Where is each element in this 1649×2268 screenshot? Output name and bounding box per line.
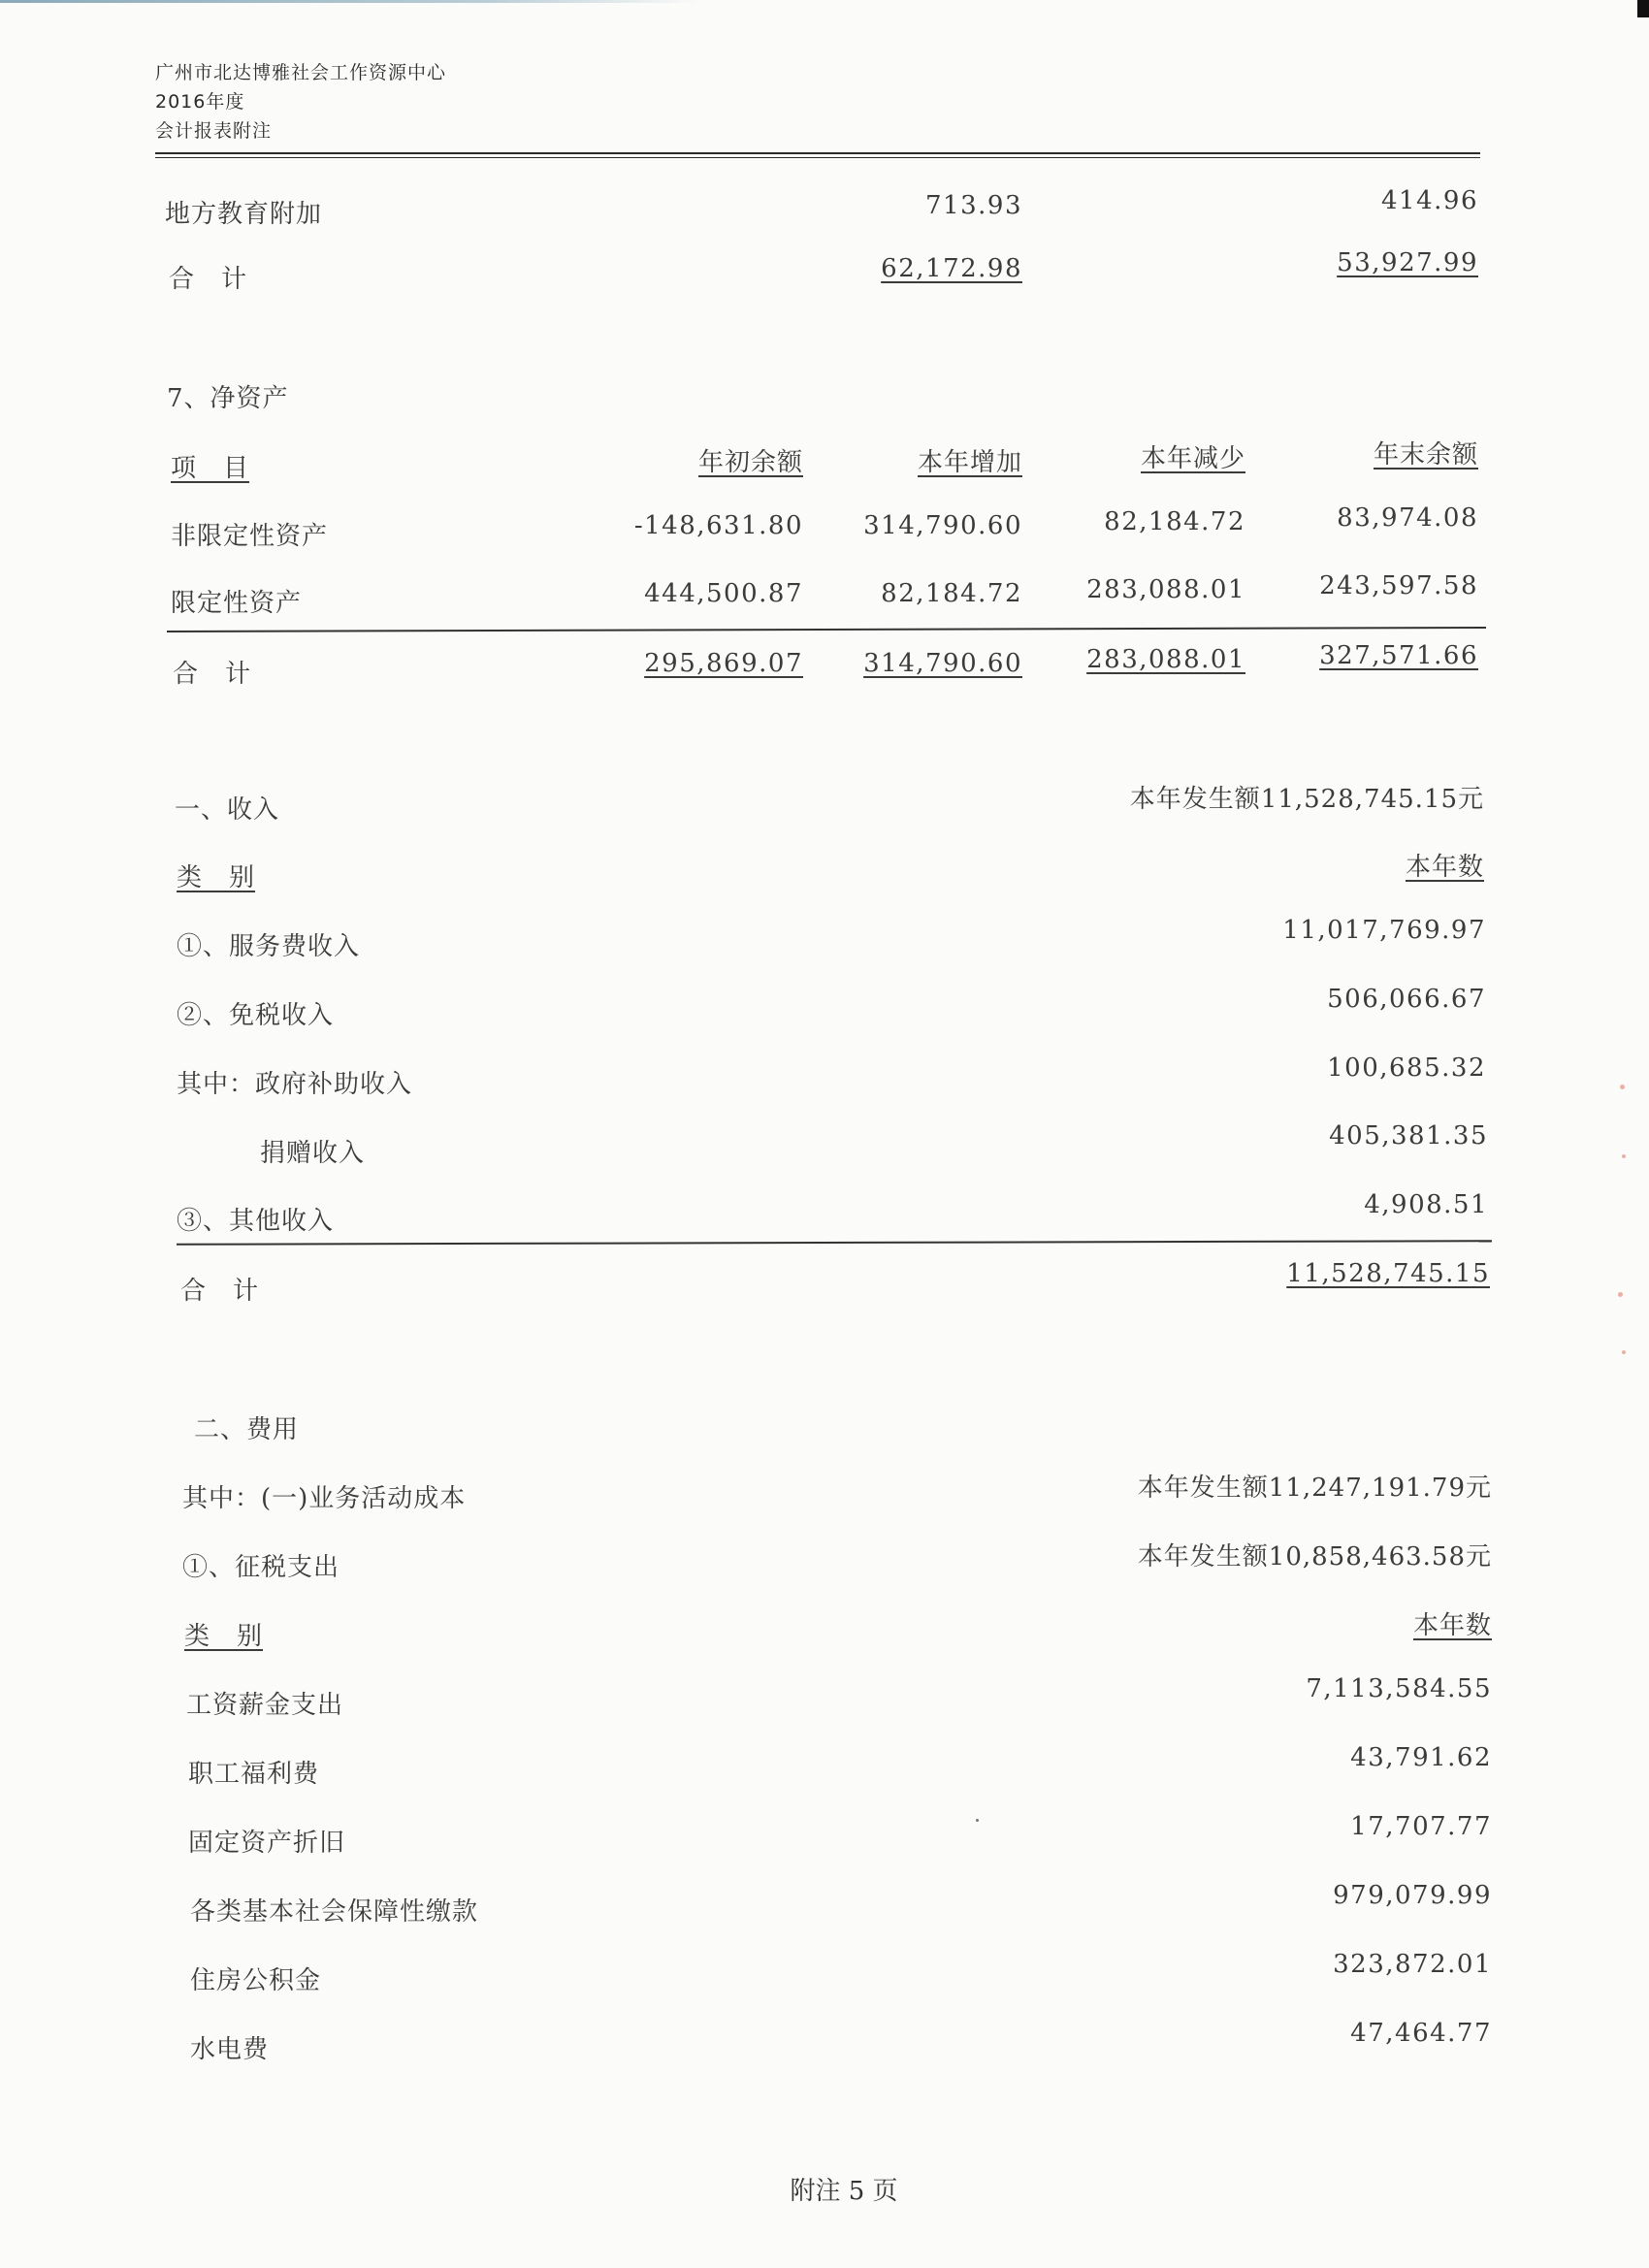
expenses-sub-label: 其中：(一)业务活动成本 [182,1484,467,1513]
expenses-sub-amount: 本年发生额11,247,191.79元 [1137,1474,1492,1503]
income-amount-note: 本年发生额11,528,745.15元 [1129,785,1484,814]
expense-row-label: 水电费 [190,2035,270,2064]
net-assets-row-closing: 243,597.58 [1319,571,1478,600]
report-year: 2016年度 [155,91,245,113]
scan-speck [976,1819,979,1822]
income-row-label: 其中：政府补助收入 [177,1070,413,1099]
net-assets-total-rule [167,627,1486,632]
expense-row-label: 住房公积金 [190,1966,322,1995]
expenses-sub-amount: 本年发生额10,858,463.58元 [1137,1542,1492,1571]
income-row-label: ①、服务费收入 [177,932,361,961]
income-total-rule [177,1240,1492,1246]
expense-row-value: 43,791.62 [1350,1743,1492,1772]
net-assets-row-decrease: 82,184.72 [1104,507,1245,536]
net-assets-row-opening: -148,631.80 [633,511,803,540]
expense-row-value: 47,464.77 [1350,2019,1492,2048]
expense-row-value: 7,113,584.55 [1306,1674,1492,1703]
expense-row-label: 各类基本社会保障性缴款 [190,1897,479,1927]
report-title: 会计报表附注 [155,120,273,142]
scan-edge-top [0,0,698,3]
net-assets-total-closing: 327,571.66 [1319,641,1478,670]
tax-total-label: 合 计 [169,265,248,294]
net-assets-col-closing: 年末余额 [1373,440,1478,470]
page-footer: 附注 5 页 [790,2177,898,2206]
scan-speck [1618,1292,1623,1297]
net-assets-row-increase: 314,790.60 [863,511,1022,540]
net-assets-row-label: 限定性资产 [171,589,303,618]
tax-row-label: 地方教育附加 [165,200,323,229]
expenses-sub-label: ①、征税支出 [182,1553,340,1582]
net-assets-col-decrease: 本年减少 [1140,444,1245,473]
net-assets-row-label: 非限定性资产 [171,522,329,551]
org-name: 广州市北达博雅社会工作资源中心 [155,62,447,83]
net-assets-heading: 7、净资产 [167,384,289,413]
income-row-label: ②、免税收入 [177,1001,335,1030]
expenses-heading: 二、费用 [194,1415,300,1444]
net-assets-total-decrease: 283,088.01 [1086,645,1245,674]
expenses-col-category: 类 别 [184,1622,264,1651]
income-row-value: 506,066.67 [1327,985,1486,1014]
income-row-label: 捐赠收入 [260,1139,366,1168]
header-rule [155,152,1480,154]
scan-edge-mark [1637,0,1649,17]
scan-speck [1622,1350,1626,1354]
income-col-category: 类 别 [177,863,256,892]
net-assets-row-opening: 444,500.87 [644,579,803,608]
scan-speck [1620,1085,1625,1089]
report-header [155,58,446,146]
income-row-value: 100,685.32 [1327,1053,1486,1083]
net-assets-total-opening: 295,869.07 [644,649,803,678]
net-assets-row-decrease: 283,088.01 [1086,575,1245,604]
income-heading: 一、收入 [175,795,280,825]
income-row-value: 405,381.35 [1329,1121,1488,1150]
net-assets-row-closing: 83,974.08 [1337,503,1478,533]
income-row-label: ③、其他收入 [177,1207,335,1236]
expense-row-value: 323,872.01 [1333,1950,1492,1979]
net-assets-total-label: 合 计 [173,660,252,689]
income-row-value: 11,017,769.97 [1282,916,1486,945]
expense-row-label: 固定资产折旧 [188,1829,346,1858]
expense-row-label: 职工福利费 [188,1760,320,1789]
expense-row-value: 979,079.99 [1333,1881,1492,1910]
net-assets-row-increase: 82,184.72 [881,579,1022,608]
tax-row-prior: 414.96 [1381,186,1478,215]
income-total-value: 11,528,745.15 [1286,1259,1490,1288]
net-assets-col-item: 项 目 [171,454,250,483]
expense-row-label: 工资薪金支出 [186,1691,344,1720]
income-row-value: 4,908.51 [1364,1190,1488,1219]
net-assets-total-increase: 314,790.60 [863,649,1022,678]
tax-total-current: 62,172.98 [881,254,1022,283]
expense-row-value: 17,707.77 [1350,1812,1492,1841]
tax-row-current: 713.93 [925,191,1022,220]
income-total-label: 合 计 [180,1277,260,1306]
net-assets-col-increase: 本年增加 [917,448,1022,477]
tax-total-prior: 53,927.99 [1337,248,1478,277]
scan-speck [1622,1154,1626,1158]
expenses-col-value: 本年数 [1412,1611,1492,1640]
header-rule-thin [155,157,1480,158]
net-assets-col-opening: 年初余额 [697,448,803,477]
income-col-value: 本年数 [1405,853,1484,882]
